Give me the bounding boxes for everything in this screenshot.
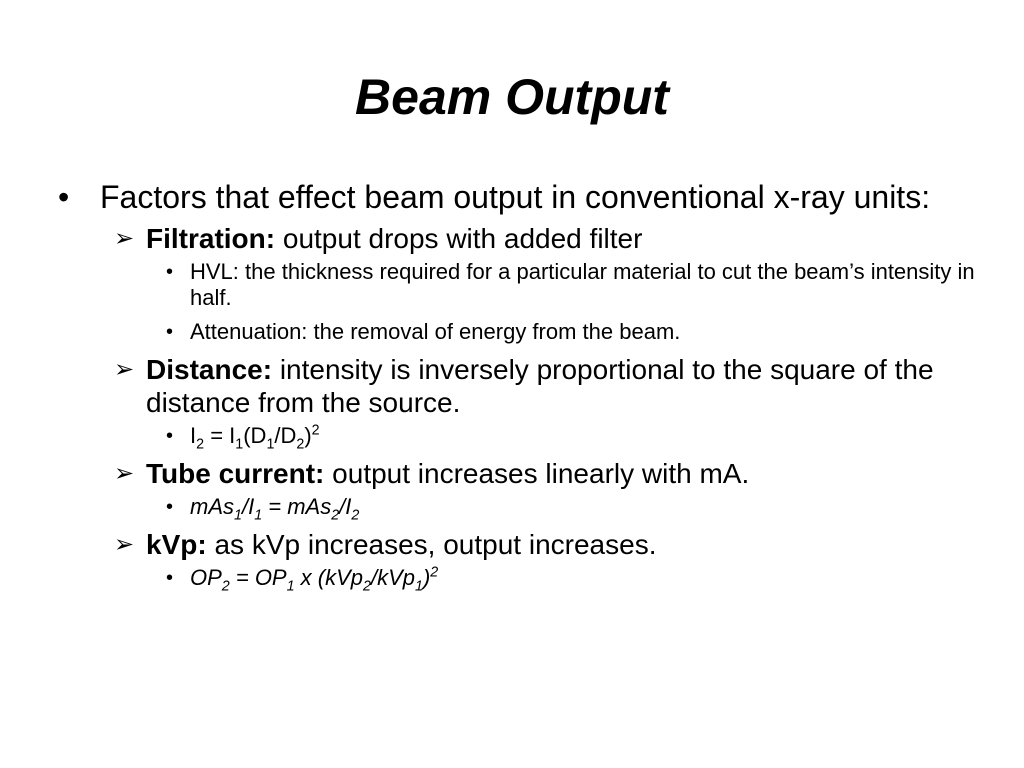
subsubitem-mas-formula xyxy=(146,494,986,524)
arrow-bullet-icon: ➢ xyxy=(114,356,135,383)
kvp-formula: $OP_2 = OP_1$ x $(kVp_2/kVp_1)^2$ xyxy=(190,564,439,595)
kvp-text: as kVp increases, output increases. xyxy=(206,529,657,560)
subitem-kvp xyxy=(102,528,986,561)
distance-text: intensity is inversely proportional to the square of the distance from the source. xyxy=(146,354,934,418)
tube-current-text: output increases linearly with mA. xyxy=(324,458,750,489)
bullet-icon: • xyxy=(166,321,174,343)
hvl-text: HVL: the thickness required for a particular material to cut the beam’s intensity in half. xyxy=(190,259,975,310)
filtration-text: output drops with added filter xyxy=(275,223,643,254)
slide-body xyxy=(56,180,986,599)
distance-label: Distance: xyxy=(146,354,273,385)
tube-current-label: Tube current: xyxy=(146,458,325,489)
bullet-icon: • xyxy=(166,425,174,447)
subitem-distance xyxy=(102,353,986,419)
arrow-bullet-icon: ➢ xyxy=(114,225,135,252)
subitem-filtration xyxy=(102,222,986,255)
slide-title: Beam Output xyxy=(355,69,669,125)
subsubitem-attenuation xyxy=(146,319,986,345)
bullet-icon: • xyxy=(166,261,174,283)
bullet-icon: • xyxy=(166,567,174,589)
inverse-square-formula: $I_2 = I_1(D_1/D_2)^2$ xyxy=(190,422,320,453)
subsubitem-inverse-square-formula xyxy=(146,422,986,453)
bullet-factors-text: Factors that effect beam output in conventional x-ray units: xyxy=(100,179,931,215)
bullet-icon: • xyxy=(58,179,70,215)
bullet-factors xyxy=(56,180,986,214)
subitem-tube-current xyxy=(102,457,986,490)
arrow-bullet-icon: ➢ xyxy=(114,531,135,558)
kvp-label: kVp: xyxy=(146,529,207,560)
filtration-label: Filtration: xyxy=(146,223,276,254)
subsubitem-kvp-formula xyxy=(146,564,986,595)
bullet-icon: • xyxy=(166,496,174,518)
arrow-bullet-icon: ➢ xyxy=(114,460,135,487)
subsubitem-hvl xyxy=(146,259,986,311)
attenuation-text: Attenuation: the removal of energy from the beam. xyxy=(190,319,681,344)
mas-formula: $mAs_1/I_1 = mAs_2/I_2$ xyxy=(190,494,360,524)
